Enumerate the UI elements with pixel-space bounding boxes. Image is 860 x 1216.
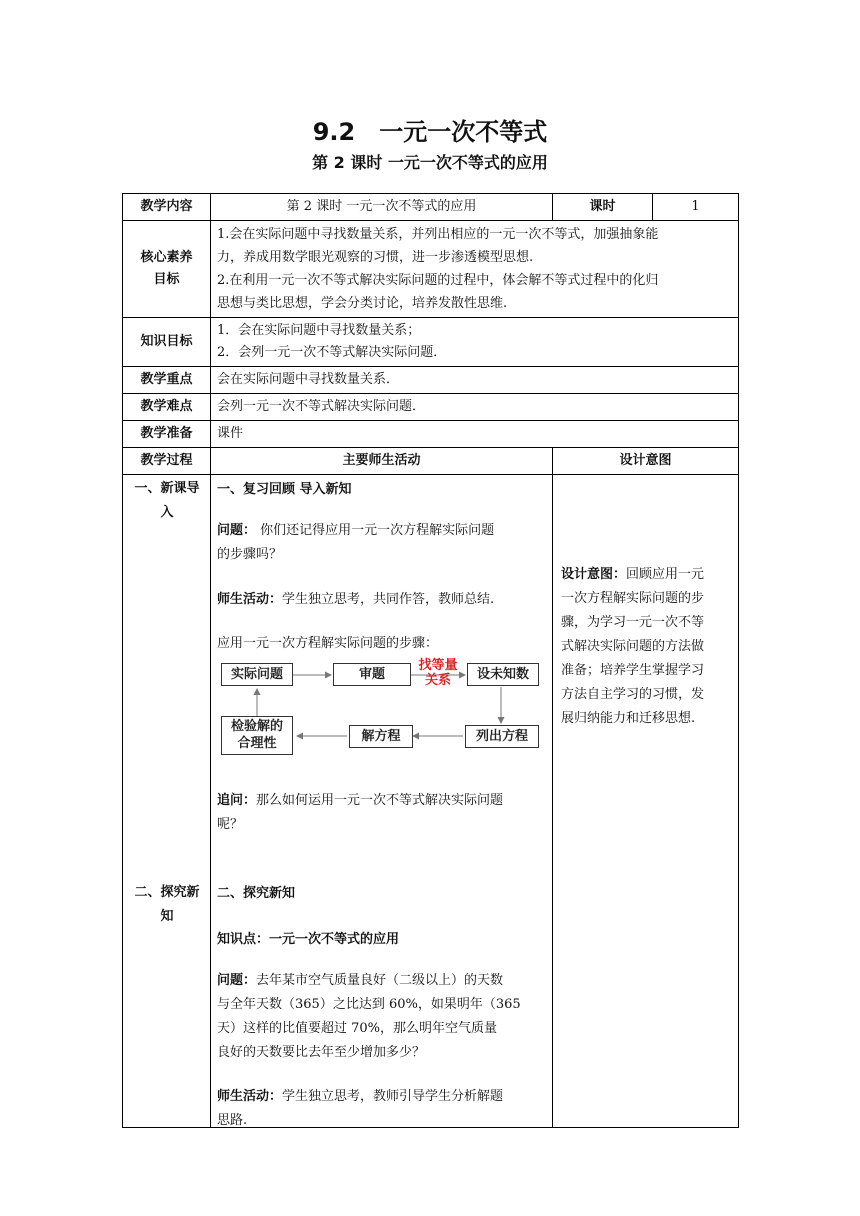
row-process-body xyxy=(123,475,739,1128)
knowledge-goals xyxy=(211,318,739,367)
row-key xyxy=(123,367,739,394)
prep-value: 课件 xyxy=(211,421,739,448)
flow-box-actual: 实际问题 xyxy=(221,663,293,686)
design-intent-line: 回顾应用一元 xyxy=(626,567,705,582)
question2-text-cont: 与全年天数（365）之比达到 60%，如果明年（365 xyxy=(217,997,521,1012)
design-intent-line: 方法自主学习的习惯，发 xyxy=(561,687,705,702)
teacher-activity-1-label: 师生活动： xyxy=(217,592,283,607)
followup-text-cont: 呢？ xyxy=(217,817,244,832)
followup-label: 追问： xyxy=(217,793,257,808)
flow-box-unknown: 设未知数 xyxy=(467,663,539,686)
content-label: 教学内容 xyxy=(123,194,211,221)
stage-column xyxy=(123,475,211,1128)
core-label-line2: 目标 xyxy=(153,272,180,287)
page-title: 9.2 一元一次不等式 xyxy=(312,118,548,146)
row-core xyxy=(123,221,739,318)
flow-box-solve: 解方程 xyxy=(349,725,413,748)
question2-label: 问题： xyxy=(217,973,257,988)
content-value: 第 2 课时 一元一次不等式的应用 xyxy=(211,194,553,221)
key-value: 会在实际问题中寻找数量关系． xyxy=(211,367,739,394)
flow-red-label-line2: 关系 xyxy=(424,673,451,688)
row-prep xyxy=(123,421,739,448)
intent-header: 设计意图 xyxy=(553,448,739,475)
flow-box-check-line2: 合理性 xyxy=(237,736,277,751)
design-intent-line: 准备；培养学生掌握学习 xyxy=(561,663,705,678)
question2-text-cont: 天）这样的比值要超过 70%，那么明年空气质量 xyxy=(217,1021,498,1036)
design-intent-line: 骤，为学习一元一次不等 xyxy=(561,615,705,630)
section1-heading: 一、复习回顾 导入新知 xyxy=(217,482,352,497)
period-value: 1 xyxy=(653,194,739,221)
flow-red-label-line1: 找等量 xyxy=(418,658,458,673)
design-intent xyxy=(561,563,733,731)
page-subtitle: 第 2 课时 一元一次不等式的应用 xyxy=(312,153,548,172)
row-process-header xyxy=(123,448,739,475)
row-content xyxy=(123,194,739,221)
question1 xyxy=(217,519,547,567)
stage1-label: 一、新课导 xyxy=(134,481,200,496)
core-label xyxy=(123,221,211,318)
question2-text: 去年某市空气质量良好（二级以上）的天数 xyxy=(256,973,504,988)
core-line: 思想与类比思想，学会分类讨论，培养发散性思维. xyxy=(217,296,508,311)
row-knowledge xyxy=(123,318,739,367)
knowledge-line: 2．会列一元一次不等式解决实际问题． xyxy=(217,345,447,360)
teacher-activity-2-text-cont: 思路. xyxy=(217,1113,248,1128)
teacher-activity-2-text: 学生独立思考，教师引导学生分析解题 xyxy=(282,1089,504,1104)
question1-label: 问题： xyxy=(217,523,257,538)
stage2-label-cont: 知 xyxy=(160,909,174,924)
flow-red-label xyxy=(413,658,463,688)
row-difficulty xyxy=(123,394,739,421)
steps-intro: 应用一元一次方程解实际问题的步骤： xyxy=(217,636,439,651)
core-goals xyxy=(211,221,739,318)
flow-box-check xyxy=(221,716,293,755)
difficulty-label: 教学难点 xyxy=(123,394,211,421)
design-intent-line: 一次方程解实际问题的步 xyxy=(561,591,705,606)
knowledge-point-heading: 知识点：一元一次不等式的应用 xyxy=(217,932,400,947)
flow-box-review: 审题 xyxy=(333,663,411,686)
question1-text: 你们还记得应用一元一次方程解实际问题 xyxy=(256,523,495,538)
design-intent-line: 展归纳能力和迁移思想. xyxy=(561,711,696,726)
difficulty-value: 会列一元一次不等式解决实际问题． xyxy=(211,394,739,421)
lesson-plan-table xyxy=(122,193,739,1128)
core-line: 1.会在实际问题中寻找数量关系，并列出相应的一元一次不等式，加强抽象能 xyxy=(217,227,659,242)
question2 xyxy=(217,969,549,1065)
core-label-line1: 核心素养 xyxy=(140,250,193,265)
question1-text-cont: 的步骤吗？ xyxy=(217,547,283,562)
flow-box-equation: 列出方程 xyxy=(465,725,539,748)
question2-text-cont: 良好的天数要比去年至少增加多少？ xyxy=(217,1045,426,1060)
intent-column xyxy=(553,475,739,1128)
activity-column xyxy=(211,475,553,1128)
knowledge-line: 1．会在实际问题中寻找数量关系； xyxy=(217,323,421,338)
stage2-label: 二、探究新 xyxy=(134,885,200,900)
teacher-activity-2-label: 师生活动： xyxy=(217,1089,283,1104)
design-intent-label: 设计意图： xyxy=(561,567,627,582)
prep-label: 教学准备 xyxy=(123,421,211,448)
followup-text: 那么如何运用一元一次不等式解决实际问题 xyxy=(256,793,504,808)
knowledge-label: 知识目标 xyxy=(123,318,211,367)
process-label: 教学过程 xyxy=(123,448,211,475)
activity-header: 主要师生活动 xyxy=(211,448,553,475)
stage1-label-cont: 入 xyxy=(160,505,174,520)
design-intent-line: 式解决实际问题的方法做 xyxy=(561,639,705,654)
core-line: 2.在利用一元一次不等式解决实际问题的过程中，体会解不等式过程中的化归 xyxy=(217,273,659,288)
teacher-activity-1 xyxy=(217,589,547,611)
key-label: 教学重点 xyxy=(123,367,211,394)
core-line: 力，养成用数学眼光观察的习惯，进一步渗透模型思想. xyxy=(217,250,534,265)
flow-box-check-line1: 检验解的 xyxy=(230,719,283,734)
followup-question xyxy=(217,789,547,837)
teacher-activity-2 xyxy=(217,1085,549,1133)
equation-steps-flowchart xyxy=(217,658,543,761)
teacher-activity-1-text: 学生独立思考，共同作答，教师总结. xyxy=(282,592,495,607)
section2-heading: 二、探究新知 xyxy=(217,886,296,901)
period-label: 课时 xyxy=(553,194,653,221)
